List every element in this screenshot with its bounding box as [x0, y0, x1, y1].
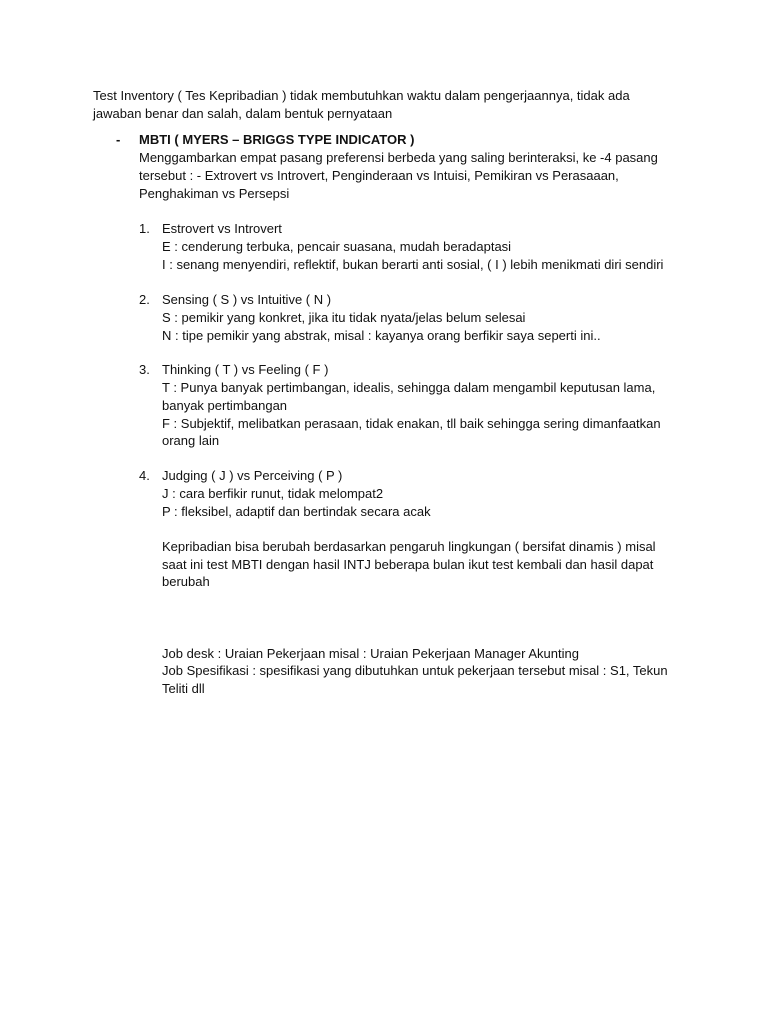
item-3-line-3: F : Subjektif, melibatkan perasaan, tidak enakan, tll baik sehingga sering dimanfaatkan	[162, 416, 661, 431]
item-4-number: 4.	[139, 468, 150, 483]
intro-line-2: jawaban benar dan salah, dalam bentuk pernyataan	[93, 106, 393, 121]
item-3-number: 3.	[139, 362, 150, 377]
item-1-line-1: E : cenderung terbuka, pencair suasana, mudah beradaptasi	[162, 239, 512, 254]
mbti-heading: MBTI ( MYERS – BRIGGS TYPE INDICATOR )	[139, 132, 415, 147]
item-2-line-2: N : tipe pemikir yang abstrak, misal : kayanya orang berfikir saya seperti ini..	[162, 328, 601, 343]
mbti-desc-line-3: Penghakiman vs Persepsi	[139, 186, 290, 201]
item-2-title: Sensing ( S ) vs Intuitive ( N )	[162, 292, 332, 307]
item-1-line-2: I : senang menyendiri, reflektif, bukan berarti anti sosial, ( I ) lebih menikmati diri sendiri	[162, 257, 664, 272]
item-1-number: 1.	[139, 221, 150, 236]
job-desk-line: Job desk : Uraian Pekerjaan misal : Uraian Pekerjaan Manager Akunting	[162, 646, 579, 661]
item-4-line-1: J : cara berfikir runut, tidak melompat2	[162, 486, 384, 501]
item-2-line-1: S : pemikir yang konkret, jika itu tidak nyata/jelas belum selesai	[162, 310, 526, 325]
item-4-title: Judging ( J ) vs Perceiving ( P )	[162, 468, 343, 483]
note-line-2: saat ini test MBTI dengan hasil INTJ beberapa bulan ikut test kembali dan hasil dapat	[162, 557, 654, 572]
job-spec-line-2: Teliti dll	[162, 681, 205, 696]
mbti-bullet: -	[116, 132, 121, 147]
note-line-3: berubah	[162, 574, 210, 589]
item-3-line-2: banyak pertimbangan	[162, 398, 288, 413]
item-4-line-2: P : fleksibel, adaptif dan bertindak secara acak	[162, 504, 431, 519]
item-3-line-4: orang lain	[162, 433, 220, 448]
item-3-title: Thinking ( T ) vs Feeling ( F )	[162, 362, 329, 377]
item-3-line-1: T : Punya banyak pertimbangan, idealis, sehingga dalam mengambil keputusan lama,	[162, 380, 656, 395]
mbti-desc-line-1: Menggambarkan empat pasang preferensi berbeda yang saling berinteraksi, ke -4 pasang	[139, 150, 658, 165]
note-line-1: Kepribadian bisa berubah berdasarkan pengaruh lingkungan ( bersifat dinamis ) misal	[162, 539, 656, 554]
job-spec-line-1: Job Spesifikasi : spesifikasi yang dibutuhkan untuk pekerjaan tersebut misal : S1, Tekun	[162, 663, 668, 678]
item-2-number: 2.	[139, 292, 150, 307]
item-1-title: Estrovert vs Introvert	[162, 221, 282, 236]
mbti-desc-line-2: tersebut : - Extrovert vs Introvert, Penginderaan vs Intuisi, Pemikiran vs Perasaaan,	[139, 168, 619, 183]
intro-line-1: Test Inventory ( Tes Kepribadian ) tidak membutuhkan waktu dalam pengerjaannya, tidak ada	[93, 88, 630, 103]
